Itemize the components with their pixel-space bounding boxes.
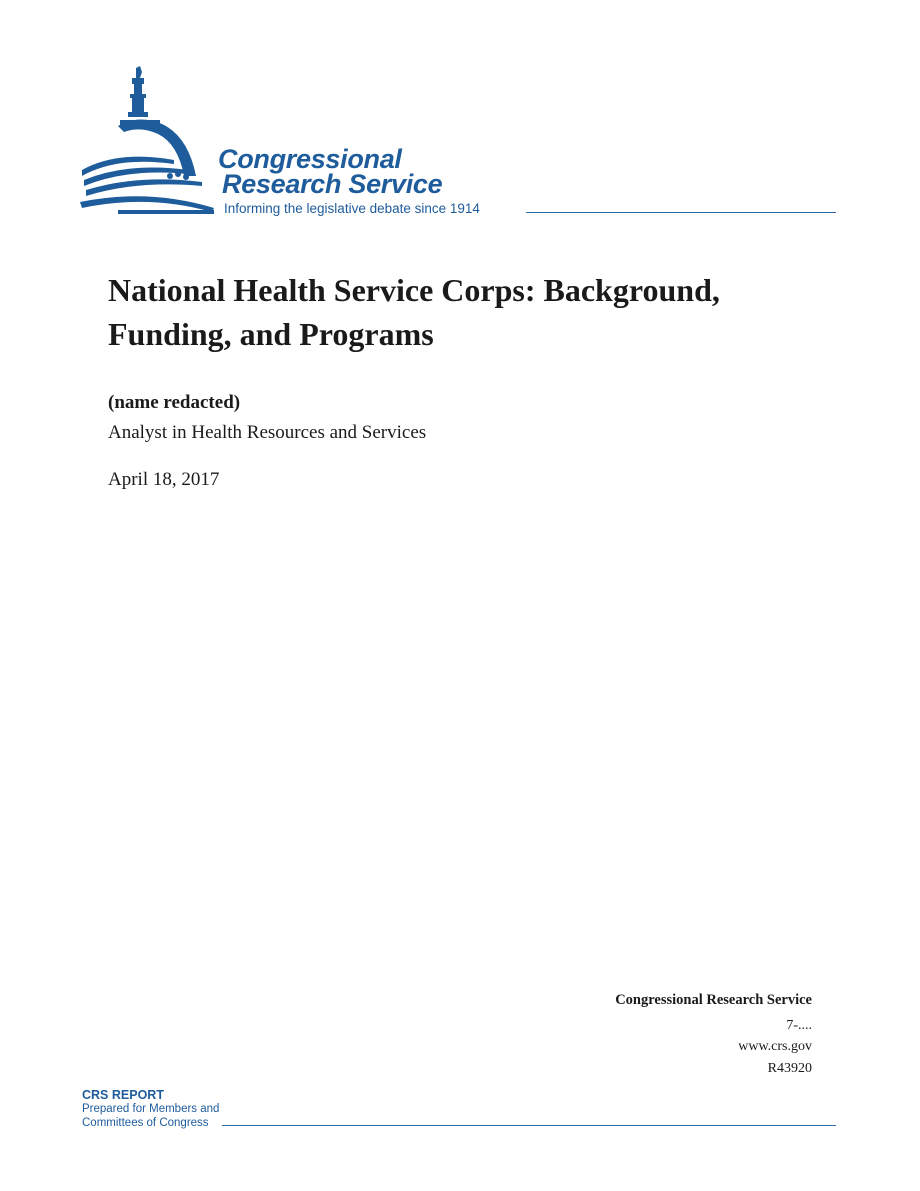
org-name-line2: Research Service: [222, 169, 443, 199]
org-tagline: Informing the legislative debate since 1914: [224, 201, 480, 216]
header-divider: [526, 212, 836, 213]
contact-website: www.crs.gov: [738, 1039, 812, 1054]
footer-line1: Prepared for Members and: [82, 1103, 220, 1115]
footer-label: CRS REPORT: [82, 1088, 164, 1102]
author-title: Analyst in Health Resources and Services: [108, 422, 427, 443]
org-name-line1: Congressional: [218, 144, 402, 174]
footer-divider: [222, 1125, 836, 1126]
footer-line2: Committees of Congress: [82, 1117, 209, 1129]
capitol-dome-icon: [78, 64, 238, 220]
report-number: R43920: [767, 1061, 812, 1076]
report-title: National Health Service Corps: Background, Funding, and Programs: [108, 272, 720, 352]
contact-org-name: Congressional Research Service: [615, 992, 812, 1008]
author-name: (name redacted): [108, 392, 241, 413]
report-date: April 18, 2017: [108, 469, 220, 490]
contact-phone: 7-....: [786, 1018, 812, 1033]
